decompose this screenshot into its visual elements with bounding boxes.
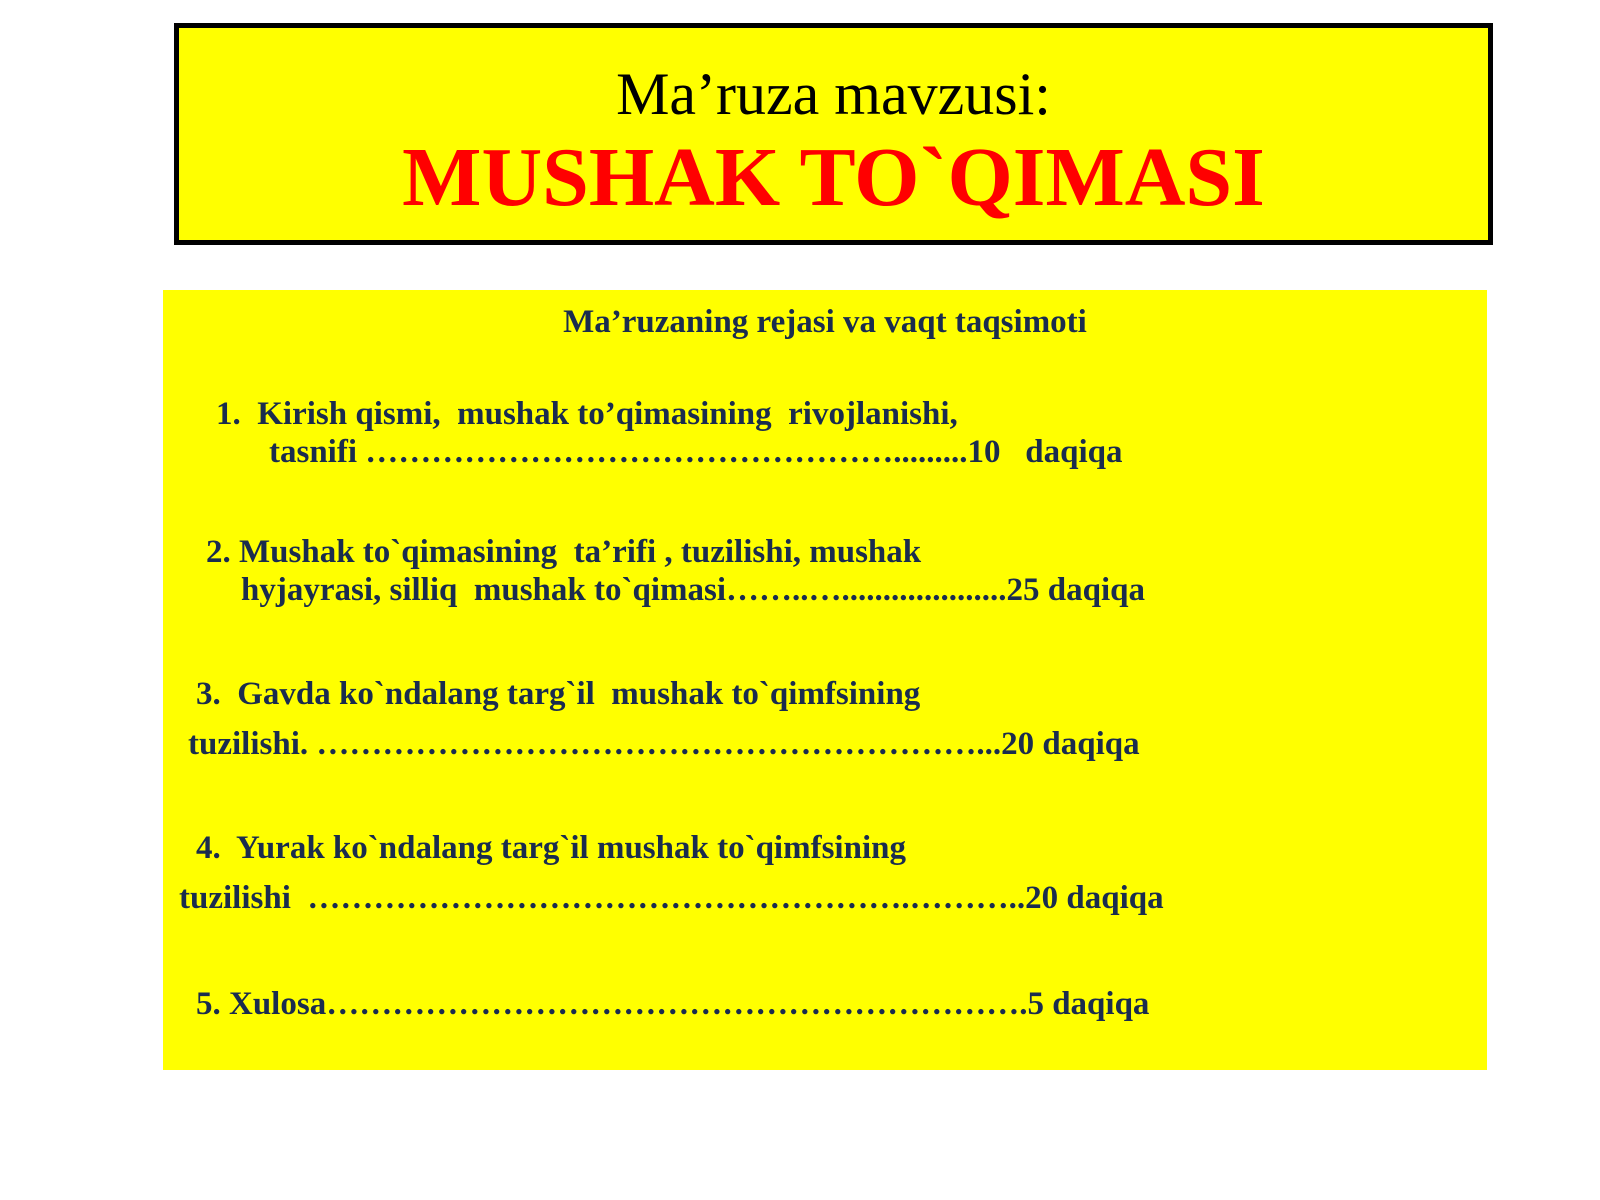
plan-item-1-line-1: 1. Kirish qismi, mushak to’qimasining rivojlanishi, [216,396,958,432]
plan-heading: Ma’ruzaning rejasi va vaqt taqsimoti [563,304,1087,340]
plan-item-3-line-1: 3. Gavda ko`ndalang targ`il mushak to`qimfsining [196,676,921,712]
title-box [174,23,1493,245]
lecture-topic-label: Ma’ruza mavzusi: [616,61,1051,127]
lecture-plan-box [163,290,1487,1070]
plan-item-4-line-1: 4. Yurak ko`ndalang targ`il mushak to`qimfsining [196,830,906,866]
lecture-title: MUSHAK TO`QIMASI [402,131,1265,224]
plan-item-2-line-1: 2. Mushak to`qimasining ta’rifi , tuzilishi, mushak [206,534,922,570]
plan-item-1-line-2: tasnifi ………………………………………….........10 daqiqa [269,434,1123,470]
plan-item-4-line-2: tuzilishi ……………………………………………….………..20 daqiqa [179,880,1164,916]
plan-item-2-line-2: hyjayrasi, silliq mushak to`qimasi……..…....................25 daqiqa [241,572,1145,608]
plan-item-3-line-2: tuzilishi. ……………………………………………………...20 daqiqa [188,726,1140,762]
plan-item-5: 5. Xulosa……………………………………………………….5 daqiqa [196,986,1150,1022]
